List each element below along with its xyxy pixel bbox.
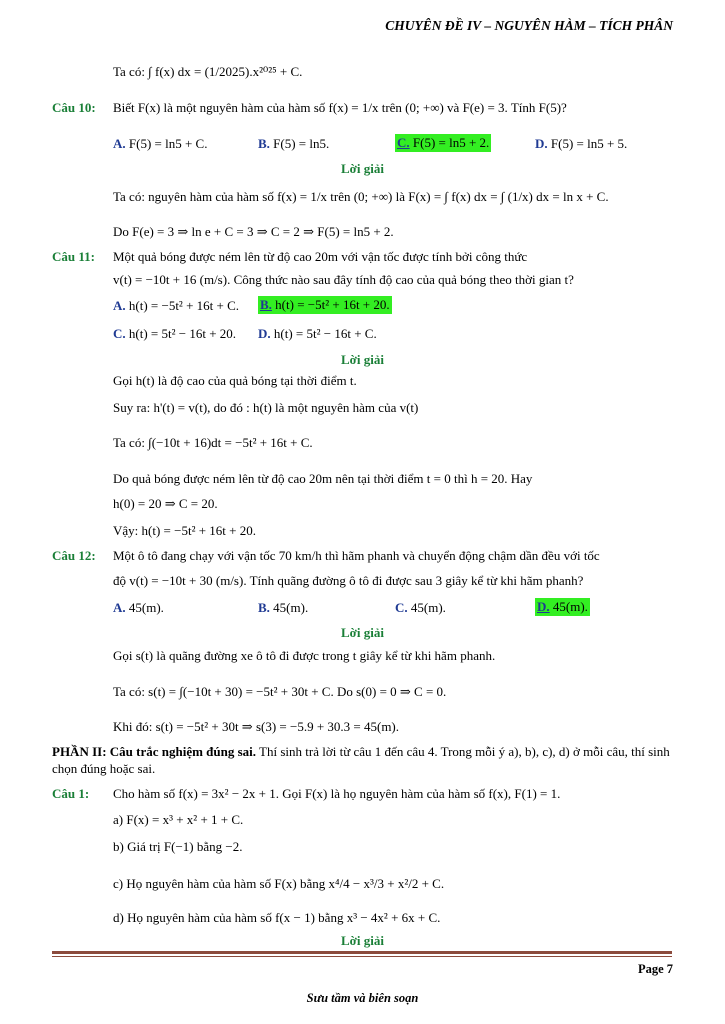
option-c (113, 326, 236, 342)
option-label: D. (537, 599, 550, 614)
solution-line: Vậy: h(t) = −5t² + 16t + 20. (113, 523, 256, 538)
option-label: D. (258, 326, 271, 341)
solution-line: Do F(e) = 3 ⇒ ln e + C = 3 ⇒ C = 2 ⇒ F(5) = ln5 + 2. (113, 224, 394, 239)
question-stem: Cho hàm số f(x) = 3x² − 2x + 1. Gọi F(x) là họ nguyên hàm của hàm số f(x), F(1) = 1. (113, 786, 561, 801)
text-line: Ta có: ∫ f(x) dx = (1/2025).x²⁰²⁵ + C. (113, 64, 303, 79)
part2-title: PHẦN II: Câu trắc nghiệm đúng sai. (52, 744, 257, 759)
option-label: D. (535, 136, 548, 151)
option-b (258, 136, 329, 152)
option-label: A. (113, 298, 126, 313)
solution-heading: Lời giải (341, 161, 384, 176)
question-stem: Một ô tô đang chạy với vận tốc 70 km/h thì hãm phanh và chuyển động chậm dần đều với tốc (113, 548, 600, 563)
option-text: h(t) = −5t² + 16t + 20. (275, 297, 390, 312)
solution-line: Gọi h(t) là độ cao của quả bóng tại thời điểm t. (113, 373, 357, 388)
option-d-correct (535, 598, 590, 616)
statement-b: b) Giá trị F(−1) bằng −2. (113, 839, 243, 854)
option-label: A. (113, 600, 126, 615)
option-a (113, 298, 239, 314)
option-text: 45(m). (410, 600, 446, 615)
option-label: C. (397, 135, 410, 150)
option-label: C. (113, 326, 126, 341)
question-stem: v(t) = −10t + 16 (m/s). Công thức nào sau đây tính độ cao của quả bóng theo thời gian t? (113, 272, 574, 287)
question-stem: độ v(t) = −10t + 30 (m/s). Tính quãng đường ô tô đi được sau 3 giây kể từ khi hãm phanh? (113, 573, 584, 588)
option-label: B. (258, 136, 270, 151)
option-text: h(t) = 5t² − 16t + C. (273, 326, 377, 341)
footer-rule (52, 951, 672, 954)
question-stem: Một quả bóng được ném lên từ độ cao 20m với vận tốc được tính bởi công thức (113, 249, 528, 264)
question-label: Câu 1: (52, 786, 90, 801)
option-text: 45(m). (128, 600, 164, 615)
option-label: B. (258, 600, 270, 615)
question-label: Câu 12: (52, 548, 96, 563)
statement-c: c) Họ nguyên hàm của hàm số F(x) bằng x⁴/4 − x³/3 + x²/2 + C. (113, 876, 445, 891)
solution-line: Suy ra: h'(t) = v(t), do đó : h(t) là một nguyên hàm của v(t) (113, 400, 419, 415)
option-label: C. (395, 600, 408, 615)
question-stem: Biết F(x) là một nguyên hàm của hàm số f(x) = 1/x trên (0; +∞) và F(e) = 3. Tính F(5)? (113, 100, 567, 115)
question-label: Câu 11: (52, 249, 95, 264)
option-text: 45(m). (552, 599, 588, 614)
option-d (535, 136, 627, 152)
option-b-correct (258, 296, 392, 314)
option-label: B. (260, 297, 272, 312)
solution-line: Ta có: ∫(−10t + 16)dt = −5t² + 16t + C. (113, 435, 313, 450)
solution-heading: Lời giải (341, 625, 384, 640)
solution-heading: Lời giải (341, 933, 384, 948)
option-text: F(5) = ln5 + 2. (412, 135, 490, 150)
solution-line: Khi đó: s(t) = −5t² + 30t ⇒ s(3) = −5.9 + 30.3 = 45(m). (113, 719, 400, 734)
option-text: F(5) = ln5 + 5. (550, 136, 628, 151)
solution-heading: Lời giải (341, 352, 384, 367)
solution-line: Gọi s(t) là quãng đường xe ô tô đi được trong t giây kể từ khi hãm phanh. (113, 648, 496, 663)
option-d (258, 326, 377, 342)
statement-a: a) F(x) = x³ + x² + 1 + C. (113, 812, 244, 827)
solution-line: Ta có: nguyên hàm của hàm số f(x) = 1/x trên (0; +∞) là F(x) = ∫ f(x) dx = ∫ (1/x) dx = ln x + C. (113, 189, 609, 204)
option-c-correct (395, 134, 491, 152)
option-a (113, 600, 164, 616)
page-header-title: CHUYÊN ĐỀ IV – NGUYÊN HÀM – TÍCH PHÂN (385, 18, 673, 33)
option-text: F(5) = ln5. (273, 136, 330, 151)
part2-intro (52, 743, 672, 777)
question-label: Câu 10: (52, 100, 96, 115)
solution-line: Do quả bóng được ném lên từ độ cao 20m nên tại thời điểm t = 0 thì h = 20. Hay (113, 471, 533, 486)
option-a (113, 136, 207, 152)
solution-line: Ta có: s(t) = ∫(−10t + 30) = −5t² + 30t + C. Do s(0) = 0 ⇒ C = 0. (113, 684, 447, 699)
solution-line: h(0) = 20 ⇒ C = 20. (113, 496, 218, 511)
option-text: 45(m). (273, 600, 309, 615)
option-text: h(t) = 5t² − 16t + 20. (128, 326, 237, 341)
footer-rule-thin (52, 956, 672, 957)
page-number: Page 7 (637, 962, 673, 976)
option-b (258, 600, 308, 616)
option-text: h(t) = −5t² + 16t + C. (128, 298, 240, 313)
option-c (395, 600, 446, 616)
part2-instructions: Thí sinh trả lời từ câu 1 đến câu 4. Trong mỗi ý a), b), c), d) ở mỗi câu, thí sinh chọn đúng hoặc sai. (52, 744, 670, 776)
option-label: A. (113, 136, 126, 151)
option-text: F(5) = ln5 + C. (128, 136, 208, 151)
statement-d: d) Họ nguyên hàm của hàm số f(x − 1) bằng x³ − 4x² + 6x + C. (113, 910, 441, 925)
footer-source: Sưu tầm và biên soạn (306, 991, 419, 1005)
